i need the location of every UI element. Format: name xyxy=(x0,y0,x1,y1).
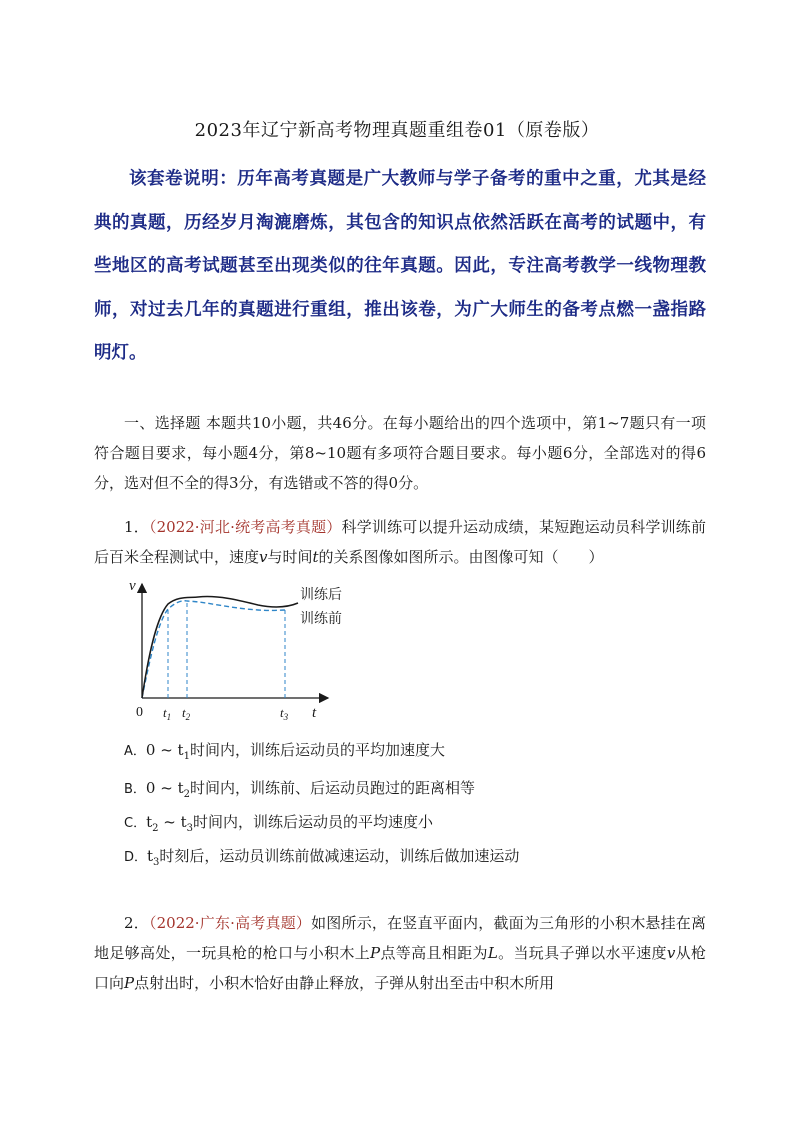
y-axis-label: v xyxy=(129,578,136,594)
velocity-time-graph xyxy=(128,578,368,726)
option-b: B．0 ~ $t_2$时间内，训练前、后运动员跑过的距离相等 xyxy=(124,779,475,800)
tick-label-t1: $t_1$ xyxy=(163,705,172,722)
section-instructions: 一、选择题 本题共10小题，共46分。在每小题给出的四个选项中，第1~7题只有一项符合题目要求，每小题4分，第8~10题有多项符合题目要求。每小题6分，全部选对的得6分，选对但不全的得3分，有选错或不答的得0分。 xyxy=(94,414,706,492)
question-source: （2022·广东·高考真题） xyxy=(148,914,312,932)
tick-label-t2: $t_2$ xyxy=(182,705,191,722)
x-axis-label: t xyxy=(312,705,317,721)
question-source: （2022·河北·统考高考真题） xyxy=(148,518,342,536)
question-number: 1． xyxy=(124,518,149,536)
question-1: 1．（2022·河北·统考高考真题）科学训练可以提升运动成绩，某短跑运动员科学训练前后百米全程测试中，速度v与时间t的关系图像如图所示。由图像可知（ ） xyxy=(94,518,706,566)
page-title: 2023年辽宁新高考物理真题重组卷01（原卷版） xyxy=(194,120,600,141)
tick-label-t3: $t_3$ xyxy=(280,705,289,722)
intro-paragraph: 该套卷说明：历年高考真题是广大教师与学子备考的重中之重，尤其是经典的真题，历经岁月淘漉磨炼，其包含的知识点依然活跃在高考的试题中，有些地区的高考试题甚至出现类似的往年真题。因此，专注高考教学一线物理教师，对过去几年的真题进行重组，推出该卷，为广大师生的备考点燃一盏指路明灯。 xyxy=(94,169,706,363)
question-2: 2．（2022·广东·高考真题）如图所示，在竖直平面内，截面为三角形的小积木悬挂在离地足够高处，一玩具枪的枪口与小积木上P点等高且相距为L。当玩具子弹以水平速度v从枪口向P点射出时，小积木恰好由静止释放，子弹从射出至击中积木所用 xyxy=(94,914,706,992)
origin-label: 0 xyxy=(136,705,143,720)
question-number: 2． xyxy=(124,914,149,932)
legend-before-training: 训练前 xyxy=(300,611,342,627)
option-c: C．$t_2$ ~ $t_3$时间内，训练后运动员的平均速度小 xyxy=(124,813,434,834)
option-d: D．$t_3$时刻后，运动员训练前做减速运动，训练后做加速运动 xyxy=(124,847,520,868)
curve-before-training xyxy=(142,601,285,698)
option-a: A．0 ~ $t_1$时间内，训练后运动员的平均加速度大 xyxy=(124,741,445,762)
legend-after-training: 训练后 xyxy=(300,587,342,603)
